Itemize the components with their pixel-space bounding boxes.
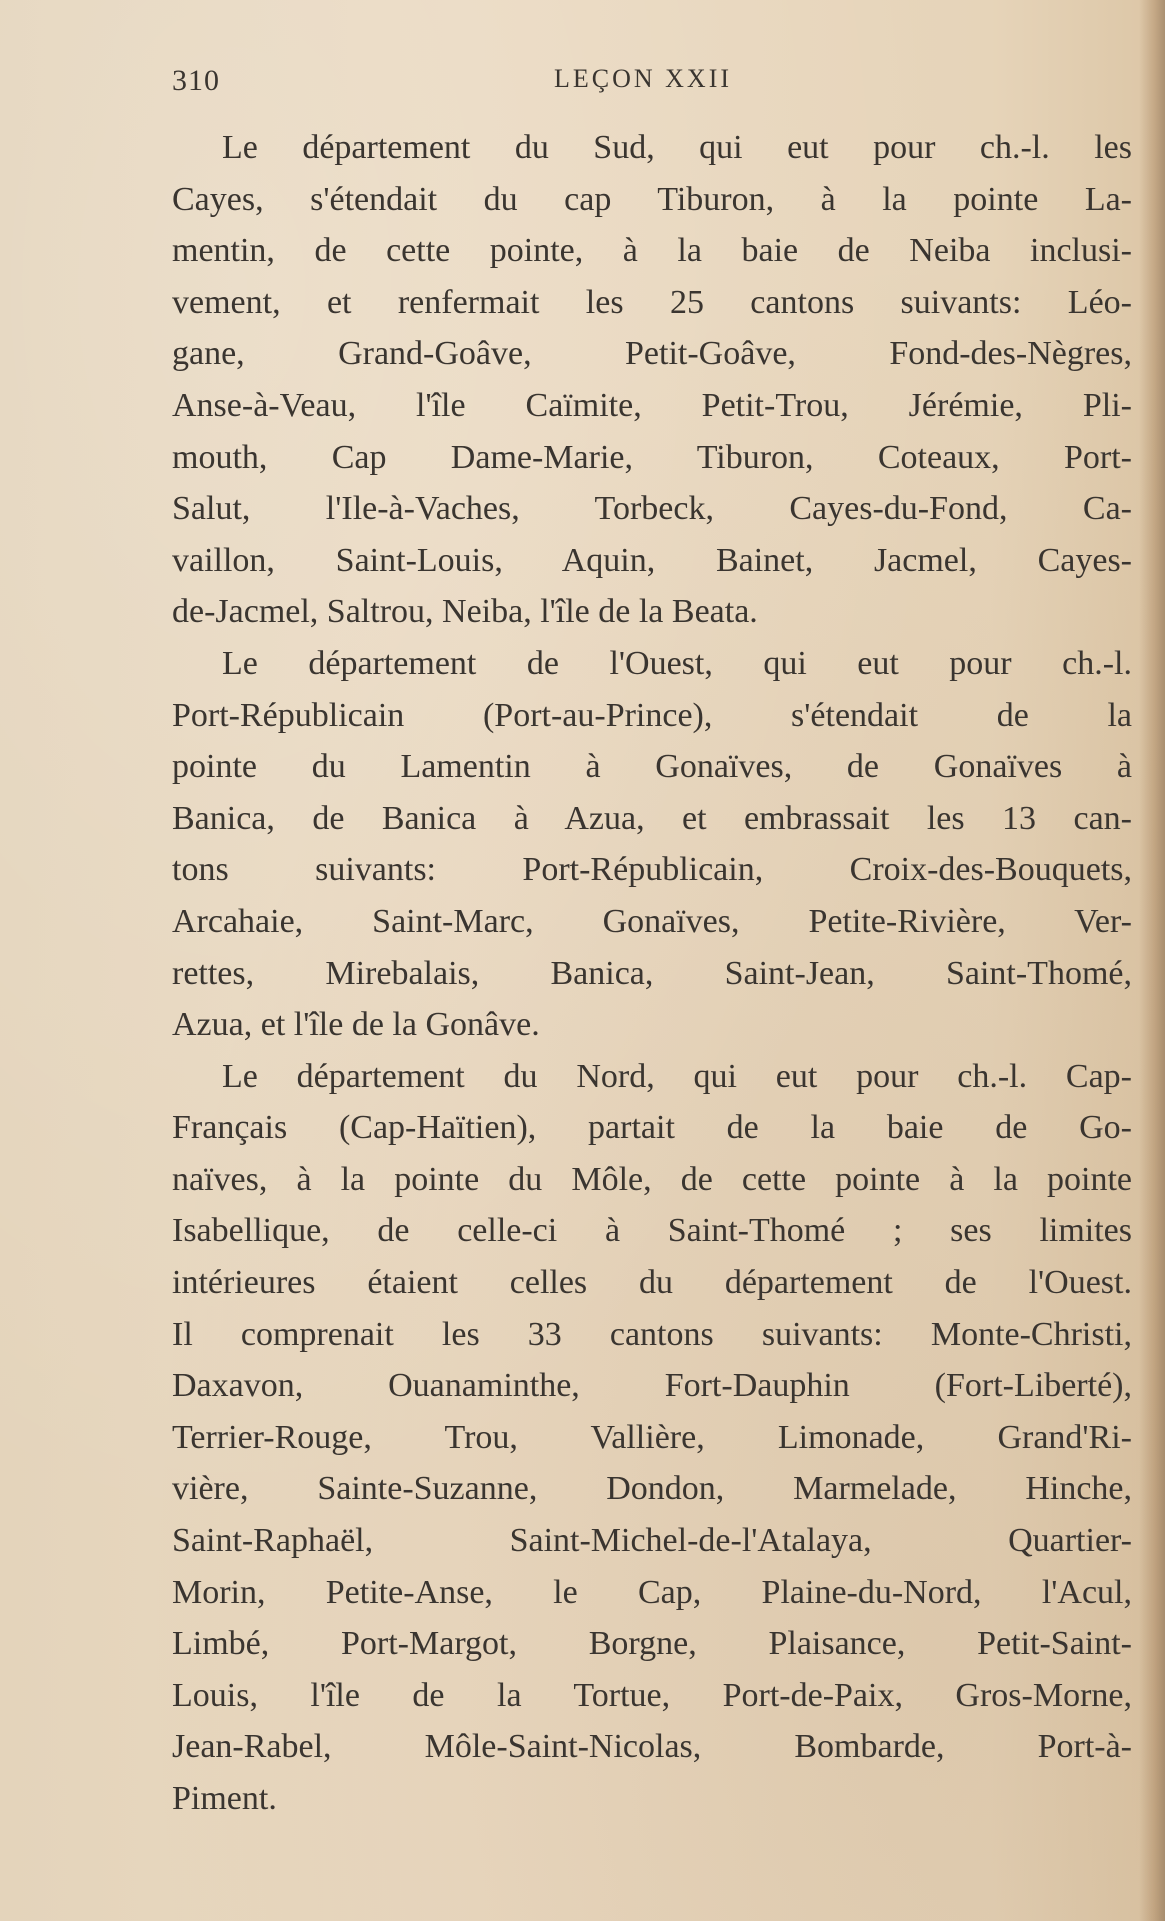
text-line: mouth, Cap Dame-Marie, Tiburon, Coteaux, Port- xyxy=(172,438,1132,476)
text-line: Limbé, Port-Margot, Borgne, Plaisance, Petit-Saint- xyxy=(172,1625,1132,1663)
paragraph-sud xyxy=(172,122,1132,638)
text-line: tons suivants: Port-Républicain, Croix-des-Bouquets, xyxy=(172,851,1132,889)
text-line: gane, Grand-Goâve, Petit-Goâve, Fond-des-Nègres, xyxy=(172,335,1132,373)
text-line: rettes, Mirebalais, Banica, Saint-Jean, Saint-Thomé, xyxy=(172,954,1132,992)
text-line: Isabellique, de celle-ci à Saint-Thomé ; ses limites xyxy=(172,1212,1132,1250)
text-line: Anse-à-Veau, l'île Caïmite, Petit-Trou, Jérémie, Pli- xyxy=(172,386,1132,424)
text-line: Cayes, s'étendait du cap Tiburon, à la pointe La- xyxy=(172,180,1132,218)
text-line: Azua, et l'île de la Gonâve. xyxy=(172,1006,540,1044)
text-line: Morin, Petite-Anse, le Cap, Plaine-du-Nord, l'Acul, xyxy=(172,1573,1132,1611)
text-line: de-Jacmel, Saltrou, Neiba, l'île de la Beata. xyxy=(172,593,758,631)
page-edge-shadow xyxy=(1139,0,1165,1921)
text-line: Le département du Sud, qui eut pour ch.-l. les xyxy=(222,129,1132,166)
text-line: naïves, à la pointe du Môle, de cette pointe à la pointe xyxy=(172,1160,1132,1198)
text-line: mentin, de cette pointe, à la baie de Neiba inclusi- xyxy=(172,232,1132,270)
paragraph-ouest xyxy=(172,638,1132,1051)
text-line: Piment. xyxy=(172,1780,277,1817)
text-line: Français (Cap-Haïtien), partait de la baie de Go- xyxy=(172,1109,1132,1147)
text-line: intérieures étaient celles du département de l'Ouest. xyxy=(172,1264,1132,1302)
text-line: Louis, l'île de la Tortue, Port-de-Paix, Gros-Morne, xyxy=(172,1676,1132,1714)
text-line: Il comprenait les 33 cantons suivants: Monte-Christi, xyxy=(172,1315,1132,1353)
text-line: Port-Républicain (Port-au-Prince), s'étendait de la xyxy=(172,696,1132,734)
text-line: Le département du Nord, qui eut pour ch.-l. Cap- xyxy=(222,1057,1132,1095)
text-line: vement, et renfermait les 25 cantons suivants: Léo- xyxy=(172,283,1132,321)
text-line: Terrier-Rouge, Trou, Vallière, Limonade, Grand'Ri- xyxy=(172,1418,1132,1456)
text-line: pointe du Lamentin à Gonaïves, de Gonaïves à xyxy=(172,748,1132,786)
text-line: Jean-Rabel, Môle-Saint-Nicolas, Bombarde, Port-à- xyxy=(172,1728,1132,1766)
text-line: Salut, l'Ile-à-Vaches, Torbeck, Cayes-du-Fond, Ca- xyxy=(172,490,1132,528)
text-line: Arcahaie, Saint-Marc, Gonaïves, Petite-Rivière, Ver- xyxy=(172,902,1132,940)
text-line: Banica, de Banica à Azua, et embrassait les 13 can- xyxy=(172,799,1132,837)
text-line: Daxavon, Ouanaminthe, Fort-Dauphin (Fort-Liberté), xyxy=(172,1367,1132,1405)
running-head xyxy=(172,64,1132,108)
text-line: Le département de l'Ouest, qui eut pour ch.-l. xyxy=(222,644,1132,682)
text-body xyxy=(172,122,1132,1825)
running-title: LEÇON XXII xyxy=(554,64,733,93)
paragraph-nord xyxy=(172,1051,1132,1825)
page-number: 310 xyxy=(172,64,220,97)
text-line: vaillon, Saint-Louis, Aquin, Bainet, Jacmel, Cayes- xyxy=(172,541,1132,579)
text-line: vière, Sainte-Suzanne, Dondon, Marmelade, Hinche, xyxy=(172,1470,1132,1508)
text-line: Saint-Raphaël, Saint-Michel-de-l'Atalaya, Quartier- xyxy=(172,1522,1132,1560)
